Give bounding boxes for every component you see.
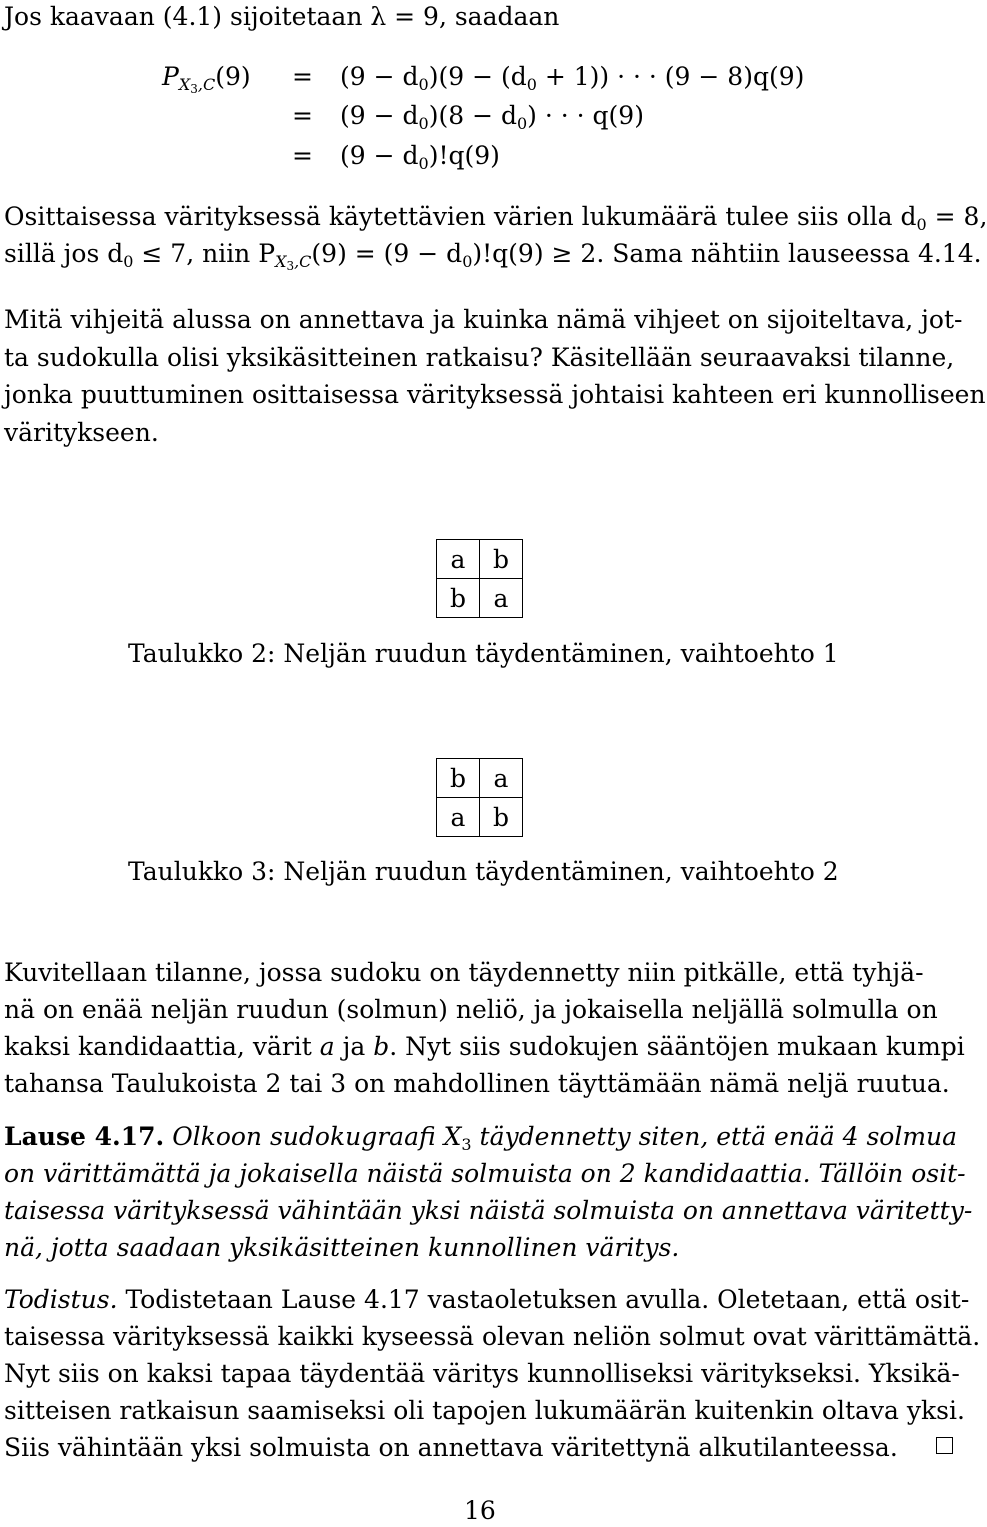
theorem-line-3: taisessa värityksessä vähintään yksi näistä solmuista on annettava väritetty- <box>4 1196 973 1225</box>
theorem-line-4: nä, jotta saadaan yksikäsitteinen kunnollinen väritys. <box>4 1233 680 1262</box>
theorem-line-1: Lause 4.17. Olkoon sudokugraafi $X_3$ täydennetty siten, että enää 4 solmua <box>4 1122 958 1154</box>
paragraph-2-line-1: Mitä vihjeitä alussa on annettava ja kuinka nämä vihjeet on sijoiteltava, jot- <box>4 305 963 334</box>
table-3-grid <box>436 758 523 837</box>
proof-label: Todistus. <box>4 1285 118 1314</box>
table-2-caption: Taulukko 2: Neljän ruudun täydentäminen, vaihtoehto 1 <box>128 639 839 668</box>
page-number: 16 <box>464 1496 496 1525</box>
proof-line-2: taisessa värityksessä kaikki kyseessä olevan neliön solmut ovat värittämättä. <box>4 1322 981 1351</box>
equation-row-1: $(9 - d_0)(9 - (d_0 + 1))$ · · · (9 − 8)q(9) <box>340 62 805 94</box>
intro-text: Jos kaavaan (4.1) sijoitetaan λ = 9, saadaan <box>4 2 560 31</box>
table-3-cell: a <box>480 759 523 798</box>
paragraph-3-line-4: tahansa Taulukoista 2 tai 3 on mahdollinen täyttämään nämä neljä ruutua. <box>4 1069 950 1098</box>
qed-square-icon <box>936 1437 953 1454</box>
paragraph-2-line-2: ta sudokulla olisi yksikäsitteinen ratkaisu? Käsitellään seuraavaksi tilanne, <box>4 343 955 372</box>
table-3-cell: b <box>480 798 523 837</box>
proof-line-3: Nyt siis on kaksi tapaa täydentää väritys kunnolliseksi väritykseksi. Yksikä- <box>4 1359 960 1388</box>
paragraph-2-line-4: väritykseen. <box>4 418 159 447</box>
equation-row-2: $(9 - d_0)(8 - d_0)$ · · · q(9) <box>340 101 644 133</box>
paragraph-1-line-1: Osittaisessa värityksessä käytettävien värien lukumäärä tulee siis olla $d_0 = 8$, <box>4 202 987 234</box>
table-2-cell: a <box>480 579 523 618</box>
proof-line-4: sitteisen ratkaisun saamiseksi oli tapojen lukumäärän kuitenkin oltava yksi. <box>4 1396 965 1425</box>
paragraph-3-line-1: Kuvitellaan tilanne, jossa sudoku on täydennetty niin pitkälle, että tyhjä- <box>4 958 924 987</box>
equation-relation: = <box>292 101 313 130</box>
paragraph-2-line-3: jonka puuttuminen osittaisessa värityksessä johtaisi kahteen eri kunnolliseen <box>4 380 986 409</box>
table-2-cell: a <box>437 540 480 579</box>
table-2-cell: b <box>437 579 480 618</box>
paragraph-3-line-3: kaksi kandidaattia, värit a ja b. Nyt siis sudokujen sääntöjen mukaan kumpi <box>4 1032 965 1061</box>
table-2-grid <box>436 539 523 618</box>
table-3-cell: a <box>437 798 480 837</box>
theorem-label: Lause 4.17. <box>4 1122 165 1151</box>
paragraph-3-line-2: nä on enää neljän ruudun (solmun) neliö, ja jokaisella neljällä solmulla on <box>4 995 938 1024</box>
table-3-cell: b <box>437 759 480 798</box>
paragraph-1-line-2: sillä jos $d_0 \le 7$, niin $P_{X_3,C}(9) = (9 - d_0)!q(9) \ge 2$. Sama nähtiin lauseessa 4.14. <box>4 239 982 273</box>
table-3-caption: Taulukko 3: Neljän ruudun täydentäminen, vaihtoehto 2 <box>128 857 839 886</box>
equation-row-3: $(9 - d_0)!q(9)$ <box>340 141 500 173</box>
theorem-line-2: on värittämättä ja jokaisella näistä solmuista on 2 kandidaattia. Tällöin osit- <box>4 1159 966 1188</box>
equation-relation: = <box>292 62 313 91</box>
proof-line-5: Siis vähintään yksi solmuista on annettava väritettynä alkutilanteessa. <box>4 1433 898 1462</box>
table-2-cell: b <box>480 540 523 579</box>
proof-line-1: Todistus. Todistetaan Lause 4.17 vastaoletuksen avulla. Oletetaan, että osit- <box>4 1285 970 1314</box>
equation-relation: = <box>292 141 313 170</box>
equation-lhs: $P_{X_3,C}(9)$ <box>162 62 251 96</box>
